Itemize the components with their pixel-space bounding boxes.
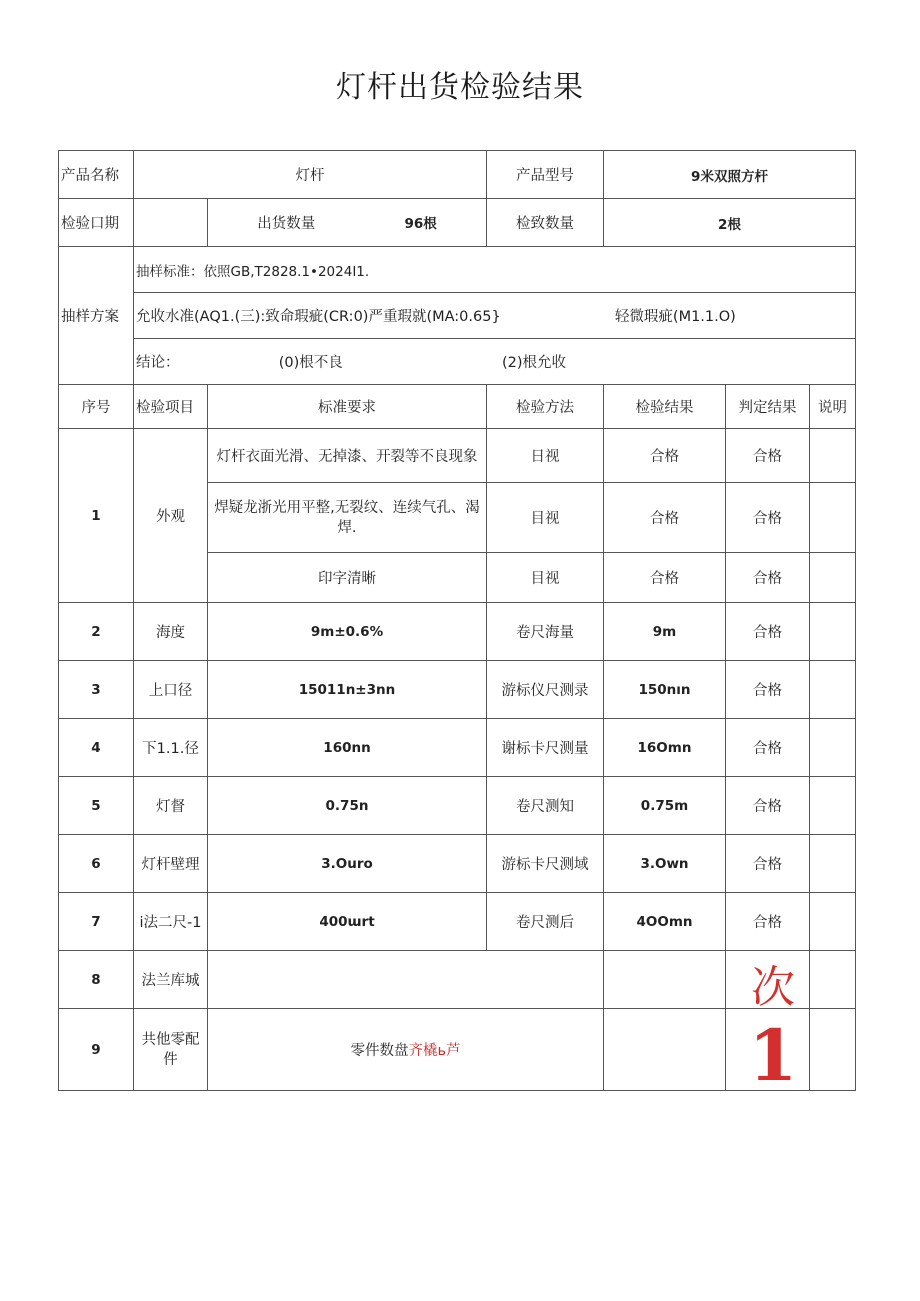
row-note [810, 951, 856, 1009]
ship-qty-label: 出货数量 [257, 216, 316, 232]
row-result: 0.75m [604, 777, 726, 835]
sampling-standard [134, 247, 856, 293]
row-result [604, 951, 726, 1009]
row-standard [208, 1009, 604, 1091]
row-result: 合格 [604, 483, 726, 553]
row-standard: 400ɯrt [208, 893, 487, 951]
row-no: 8 [59, 951, 134, 1009]
row-item: 共他零配件 [134, 1009, 208, 1091]
row-result: 4OOmn [604, 893, 726, 951]
col-header-method: 检验方法 [487, 385, 604, 429]
row-result: 3.Own [604, 835, 726, 893]
row-note [810, 429, 856, 483]
row-no: 3 [59, 661, 134, 719]
row-item: i法二尺-1 [134, 893, 208, 951]
row-standard: 9m±0.6% [208, 603, 487, 661]
row-method: 游标卡尺测域 [487, 835, 604, 893]
row-verdict: 合格 [726, 483, 810, 553]
row-verdict: 合格 [726, 835, 810, 893]
product-model-value: 9米双照方杆 [604, 151, 856, 199]
row-item: 海度 [134, 603, 208, 661]
sampling-standard-text: 抽样标准：依照GB,T2828.1•2024I1. [136, 263, 370, 280]
table-row [59, 835, 856, 893]
row-standard: 焊疑龙浙光用平整,无裂纹、连续气孔、渴焊. [208, 483, 487, 553]
row-no: 1 [59, 429, 134, 603]
row-item: 法兰库城 [134, 951, 208, 1009]
row-standard: 灯杆衣面光滑、无掉漆、开裂等不良现象 [208, 429, 487, 483]
row-verdict: 合格 [726, 661, 810, 719]
product-name-value: 灯杆 [134, 151, 487, 199]
row-method: 卷尺测知 [487, 777, 604, 835]
row-item: 上口径 [134, 661, 208, 719]
row-no: 7 [59, 893, 134, 951]
row-item: 外观 [134, 429, 208, 603]
row-verdict: 合格 [726, 893, 810, 951]
row-standard: 160nn [208, 719, 487, 777]
row-standard: 印字清晰 [208, 553, 487, 603]
conclusion-accept: (2)根允收 [501, 355, 567, 371]
table-row [59, 661, 856, 719]
inspect-date-label: 检验口期 [59, 199, 134, 247]
column-header-row [59, 385, 856, 429]
row-note [810, 777, 856, 835]
table-row [59, 603, 856, 661]
row-verdict: 合格 [726, 777, 810, 835]
row-note [810, 661, 856, 719]
product-row [59, 151, 856, 199]
row-verdict: 合格 [726, 719, 810, 777]
row-note [810, 893, 856, 951]
row-standard-text: 零件数盘 [350, 1043, 409, 1059]
conclusion [134, 339, 856, 385]
stamp-bottom: 1 [748, 1014, 798, 1097]
row-note [810, 603, 856, 661]
red-stamp [733, 958, 813, 1097]
row-item: 下1.1.径 [134, 719, 208, 777]
row-result: 9m [604, 603, 726, 661]
quantity-row [59, 199, 856, 247]
row-note [810, 719, 856, 777]
sampling-aql [134, 293, 856, 339]
row-method: 日视 [487, 429, 604, 483]
row-no: 2 [59, 603, 134, 661]
col-header-no: 序号 [59, 385, 134, 429]
sampling-aql-row [59, 293, 856, 339]
sampling-standard-row [59, 247, 856, 293]
sampling-label: 抽样方案 [59, 247, 134, 385]
row-note [810, 553, 856, 603]
row-no: 6 [59, 835, 134, 893]
page-title: 灯杆出货检验结果 [336, 70, 584, 105]
table-row [59, 893, 856, 951]
product-model-label: 产品型号 [487, 151, 604, 199]
conclusion-label: 结论： [136, 355, 180, 371]
col-header-verdict: 判定结果 [726, 385, 810, 429]
sampling-aql-text: 允收水准(AQ1.(三):致命瑕疵(CR:0)严重瑕就(MA:0.65} [136, 309, 501, 325]
row-item: 灯杆壁理 [134, 835, 208, 893]
row-standard-handwritten: 齐橇ь芦 [408, 1043, 461, 1059]
check-qty-value: 2根 [604, 199, 856, 247]
row-item: 灯督 [134, 777, 208, 835]
col-header-standard: 标准要求 [208, 385, 487, 429]
row-result: 16Omn [604, 719, 726, 777]
product-name-label: 产品名称 [59, 151, 134, 199]
check-qty-label: 检致数量 [487, 199, 604, 247]
row-method: 谢标卡尺测量 [487, 719, 604, 777]
stamp-top: 次 [751, 962, 795, 1013]
ship-qty-cell [208, 199, 487, 247]
row-note [810, 1009, 856, 1091]
row-method: 游标仪尺测录 [487, 661, 604, 719]
row-method: 卷尺测后 [487, 893, 604, 951]
row-no: 4 [59, 719, 134, 777]
table-row [59, 777, 856, 835]
row-verdict: 合格 [726, 429, 810, 483]
col-header-result: 检验结果 [604, 385, 726, 429]
ship-qty-value: 96根 [404, 216, 437, 232]
row-result: 合格 [604, 429, 726, 483]
col-header-note: 说明 [810, 385, 856, 429]
table-row [59, 719, 856, 777]
row-standard: 3.Ouro [208, 835, 487, 893]
row-standard: 0.75n [208, 777, 487, 835]
row-method: 目视 [487, 483, 604, 553]
row-verdict: 合格 [726, 553, 810, 603]
conclusion-bad: (0)根不良 [278, 355, 343, 371]
row-result: 合格 [604, 553, 726, 603]
row-note [810, 835, 856, 893]
inspection-table [58, 150, 856, 1091]
row-method: 目视 [487, 553, 604, 603]
conclusion-row [59, 339, 856, 385]
row-verdict: 合格 [726, 603, 810, 661]
row-standard: 15011n±3nn [208, 661, 487, 719]
row-result [604, 1009, 726, 1091]
row-note [810, 483, 856, 553]
sampling-minor-text: 轻微瑕疵(M1.1.O) [614, 309, 736, 325]
row-method: 卷尺海量 [487, 603, 604, 661]
table-row [59, 429, 856, 483]
inspect-date-value [134, 199, 208, 247]
row-result: 150nın [604, 661, 726, 719]
row-standard [208, 951, 604, 1009]
col-header-item: 检验项目 [134, 385, 208, 429]
row-no: 9 [59, 1009, 134, 1091]
row-no: 5 [59, 777, 134, 835]
